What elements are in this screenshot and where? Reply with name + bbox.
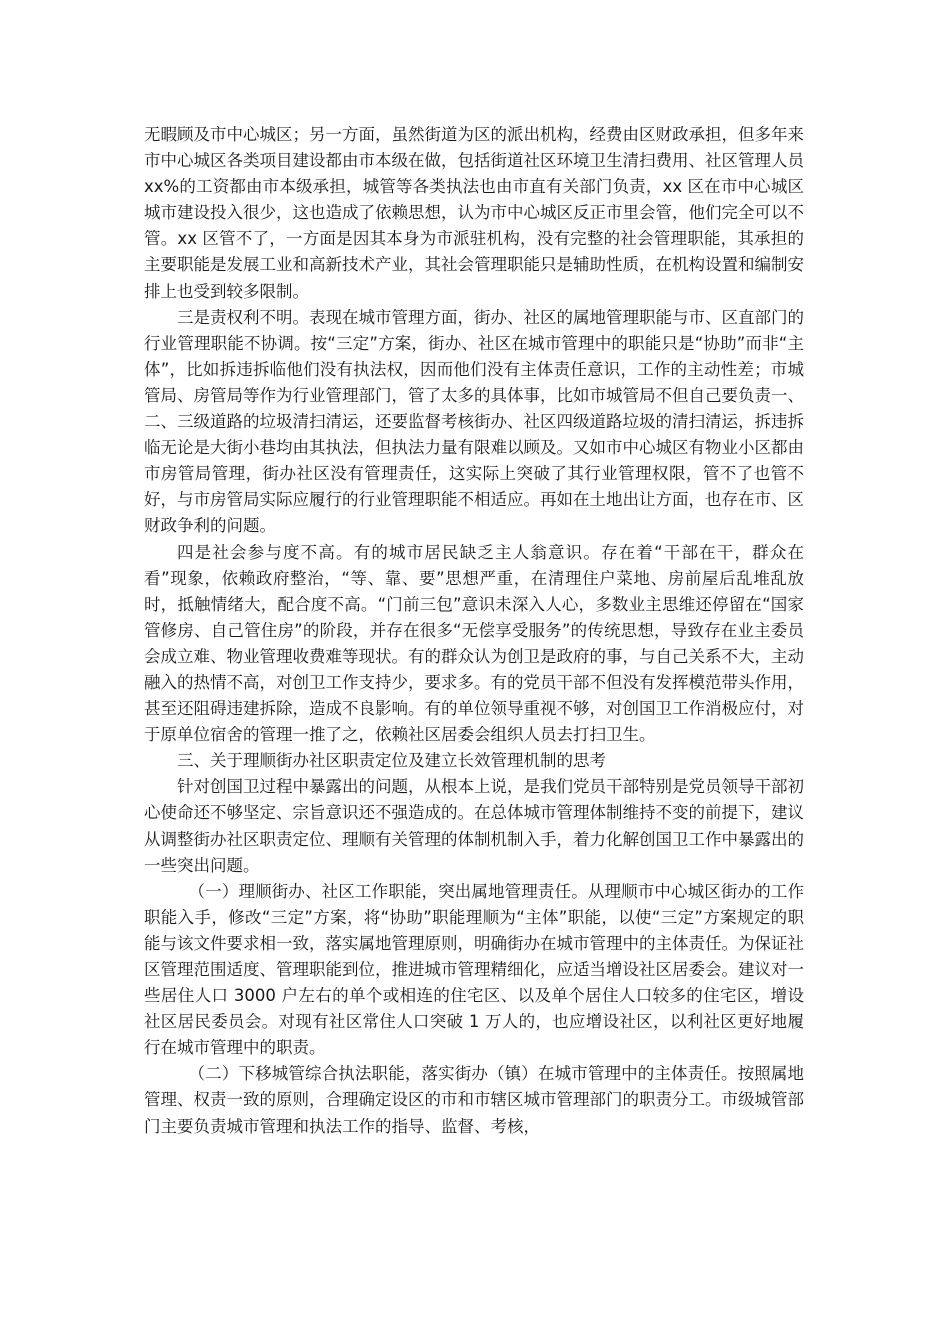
paragraph-subsection-two: （二）下移城管综合执法职能，落实街办（镇）在城市管理中的主体责任。按照属地管理、权责一致的原则，合理确定设区的市和市辖区城市管理部门的职责分工。市级城管部门主要负责城市管理和执法工作的指导、监督、考核， — [144, 1064, 804, 1136]
document-body — [144, 122, 804, 1140]
section-heading-three: 三、关于理顺街办社区职责定位及建立长效管理机制的思考 — [177, 751, 606, 771]
paragraph-point-three: 三是责权利不明。表现在城市管理方面，街办、社区的属地管理职能与市、区直部门的行业管理职能不协调。按“三定”方案，街办、社区在城市管理中的职能只是“协助”而非“主体”，比如拆违拆临他们没有执法权，因而他们没有主体责任意识，工作的主动性差；市城管局、房管局等作为行业管理部门，管了太多的具体事，比如市城管局不但自己要负责一、二、三级道路的垃圾清扫清运，还要监督考核街办、社区四级道路垃圾的清扫清运，拆违拆临无论是大街小巷均由其执法，但执法力量有限难以顾及。又如市中心城区有物业小区都由市房管局管理，街办社区没有管理责任，这实际上突破了其行业管理权限，管不了也管不好，与市房管局实际应履行的行业管理职能不相适应。再如在土地出让方面，也存在市、区财政争利的问题。 — [144, 307, 804, 536]
paragraph-point-four: 四是社会参与度不高。有的城市居民缺乏主人翁意识。存在着“干部在干，群众在看”现象，依赖政府整治，“等、靠、要”思想严重，在清理住户菜地、房前屋后乱堆乱放时，抵触情绪大，配合度不高。“门前三包”意识未深入人心，多数业主思维还停留在“国家管修房、自己管住房”的阶段，并存在很多“无偿享受服务”的传统思想，导致存在业主委员会成立难、物业管理收费难等现状。有的群众认为创卫是政府的事，与自己关系不大，主动融入的热情不高，对创卫工作支持少，要求多。有的党员干部不但没有发挥模范带头作用，甚至还阻碍违建拆除，造成不良影响。有的单位领导重视不够，对创国卫工作消极应付，对于原单位宿舍的管理一推了之，依赖社区居委会组织人员去打扫卫生。 — [144, 542, 804, 745]
paragraph-section-intro: 针对创国卫过程中暴露出的问题，从根本上说，是我们党员干部特别是党员领导干部初心使命还不够坚定、宗旨意识还不强造成的。在总体城市管理体制维持不变的前提下，建议从调整街办社区职责定位、理顺有关管理的体制机制入手，着力化解创国卫工作中暴露出的一些突出问题。 — [144, 777, 804, 875]
paragraph-subsection-one: （一）理顺街办、社区工作职能，突出属地管理责任。从理顺市中心城区街办的工作职能入手，修改“三定”方案，将“协助”职能理顺为“主体”职能，以使“三定”方案规定的职能与该文件要求相一致，落实属地管理原则，明确街办在城市管理中的主体责任。为保证社区管理范围适度、管理职能到位，推进城市管理精细化，应适当增设社区居委会。建议对一些居住人口 3000 户左右的单个或相连的住宅区、以及单个居住人口较多的住宅区，增设社区居民委员会。对现有社区常住人口突破 1 万人的，也应增设社区，以利社区更好地履行在城市管理中的职责。 — [144, 881, 804, 1058]
paragraph-continuation: 无暇顾及市中心城区；另一方面，虽然街道为区的派出机构，经费由区财政承担，但多年来市中心城区各类项目建设都由市本级在做，包括街道社区环境卫生清扫费用、社区管理人员 xx%的工资都由市本级承担，城管等各类执法也由市直有关部门负责，xx 区在市中心城区城市建设投入很少，这也造成了依赖思想，认为市中心城区反正市里会管，他们完全可以不管。xx 区管不了，一方面是因其本身为市派驻机构，没有完整的社会管理职能，其承担的主要职能是发展工业和高新技术产业，其社会管理职能只是辅助性质，在机构设置和编制安排上也受到较多限制。 — [144, 125, 804, 301]
